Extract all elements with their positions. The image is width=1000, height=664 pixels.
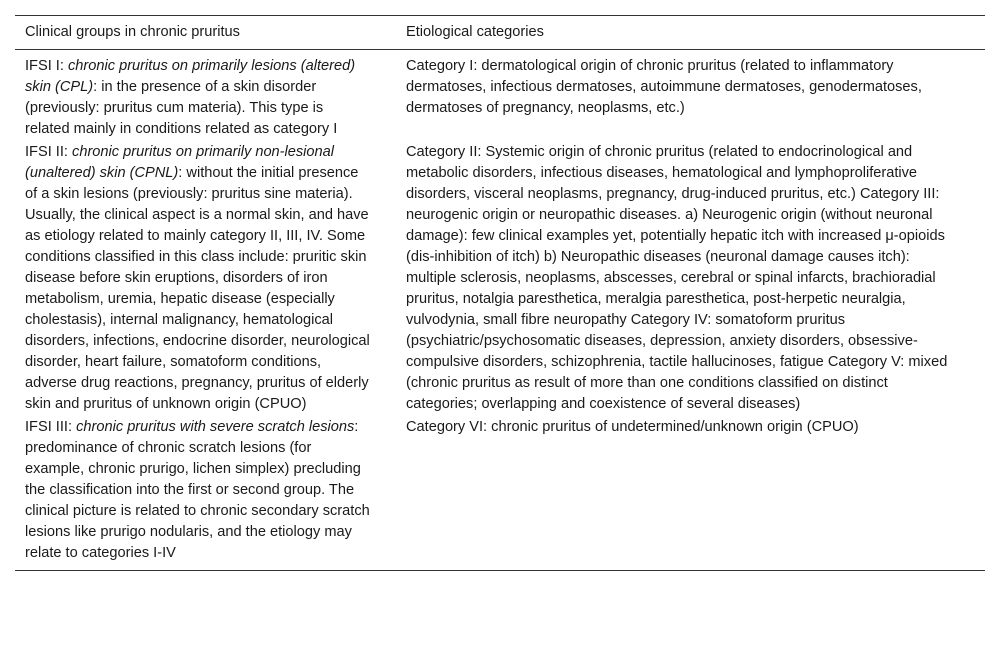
etiological-category-cell: Category II: Systemic origin of chronic pruritus (related to endocrinological and metabolic disorders, infectious diseases, hematological and lymphoproliferative disorders, visceral neoplasms, pregnancy, drug-induced pruritus, etc.) Category III: neurogenic origin or neuropathic diseases. a) Neurogenic origin (without neuronal damage): few clinical examples yet, potentially hepatic itch with increased μ-opioids (dis-inhibition of itch) b) Neuropathic diseases (neuronal damage causes itch): multiple sclerosis, neoplasms, abscesses, cerebral or spinal infarcts, brachioradial pruritus, notalgia paresthetica, meralgia paresthetica, post-herpetic neuralgia, vulvodynia, small fibre neuropathy Category IV: somatoform pruritus (psychiatric/psychosomatic diseases, depression, anxiety disorders, obsessive-compulsive disorders, schizophrenia, tactile hallucinoses, fatigue Category V: mixed (chronic pruritus as result of more than one conditions classified on distinct categories; overlapping and coexistence of several diseases) xyxy=(406,144,948,412)
header-row xyxy=(15,16,985,50)
table-body xyxy=(15,50,985,571)
clinical-group-cell xyxy=(15,50,396,142)
header-etiological-categories: Etiological categories xyxy=(406,24,544,40)
group-description: : in the presence of a skin disorder (previously: pruritus cum materia). This type is related mainly in conditions related as category I xyxy=(25,79,338,137)
clinical-group-cell xyxy=(15,416,396,571)
group-italic-term: chronic pruritus with severe scratch lesions xyxy=(76,419,355,435)
table-row xyxy=(15,50,985,142)
group-italic-term: chronic pruritus on primarily lesions (altered) skin (CPL) xyxy=(25,58,356,95)
group-italic-term: chronic pruritus on primarily non-lesional (unaltered) skin (CPNL) xyxy=(25,144,335,181)
etiological-category-cell: Category I: dermatological origin of chronic pruritus (related to inflammatory dermatoses, infectious dermatoses, autoimmune dermatoses, genodermatoses, dermatoses of pregnancy, neoplasms, etc.) xyxy=(406,58,922,116)
clinical-group-cell xyxy=(15,141,396,416)
table-header xyxy=(15,16,985,50)
group-prefix: IFSI I: xyxy=(25,58,68,74)
table-row xyxy=(15,416,985,571)
pruritus-classification-table xyxy=(15,15,985,571)
group-prefix: IFSI III: xyxy=(25,419,77,435)
etiological-category-cell: Category VI: chronic pruritus of undetermined/unknown origin (CPUO) xyxy=(406,419,859,435)
group-description: : without the initial presence of a skin lesions (previously: pruritus sine materia). Usually, the clinical aspect is a normal skin, and have as etiology related to mainly category II, III, IV. Some conditions classified in this class include: pruritic skin disease before skin eruptions, disorders of iron metabolism, uremia, hepatic disease (especially cholestasis), internal malignancy, hematological disorders, infections, endocrine disorder, neurological disorder, heart failure, somatoform conditions, adverse drug reactions, pregnancy, pruritus of elderly skin and pruritus of unknown origin (CPUO) xyxy=(25,165,370,412)
pruritus-classification-table-container xyxy=(15,15,985,571)
table-row xyxy=(15,141,985,416)
group-prefix: IFSI II: xyxy=(25,144,73,160)
group-description: : predominance of chronic scratch lesions (for example, chronic prurigo, lichen simplex) precluding the classification into the first or second group. The clinical picture is related to chronic secondary scratch lesions like prurigo nodularis, and the etiology may relate to categories I-IV xyxy=(25,419,370,561)
header-clinical-groups: Clinical groups in chronic pruritus xyxy=(25,24,240,40)
